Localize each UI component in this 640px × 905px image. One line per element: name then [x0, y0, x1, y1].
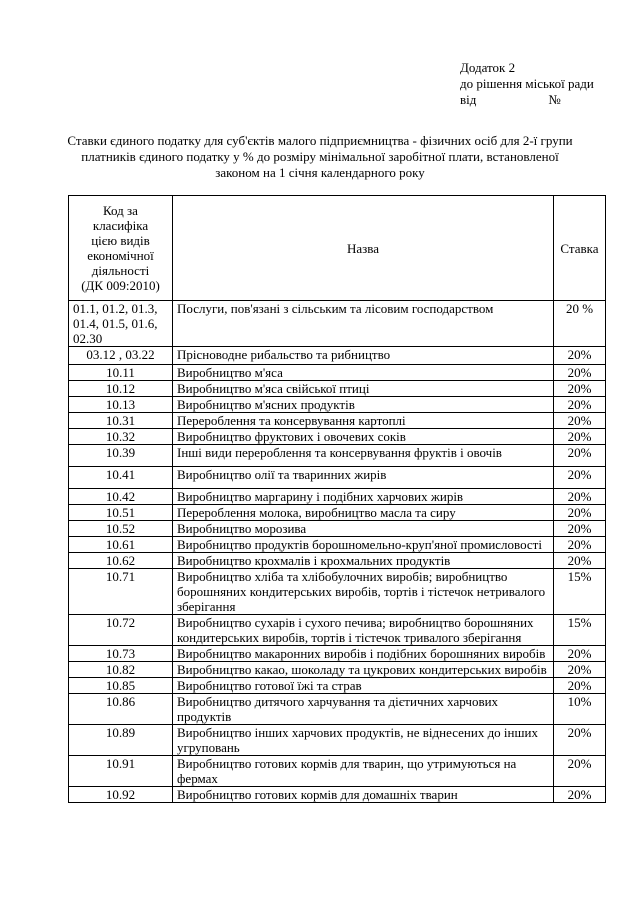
rate-cell: 20% — [554, 646, 606, 662]
rate-cell: 20% — [554, 787, 606, 803]
code-cell: 10.71 — [69, 569, 173, 615]
column-header-rate: Ставка — [554, 196, 606, 301]
name-cell: Послуги, пов'язані з сільським та лісовим господарством — [173, 301, 554, 347]
name-cell: Виробництво продуктів борошномельно-круп'яної промисловості — [173, 537, 554, 553]
column-header-name: Назва — [173, 196, 554, 301]
code-cell: 10.86 — [69, 694, 173, 725]
rate-cell: 20% — [554, 365, 606, 381]
code-cell: 10.41 — [69, 467, 173, 489]
table-header-row — [69, 196, 606, 301]
code-cell: 10.11 — [69, 365, 173, 381]
rate-cell: 15% — [554, 615, 606, 646]
name-cell: Виробництво маргарину і подібних харчових жирів — [173, 489, 554, 505]
name-cell: Перероблення та консервування картоплі — [173, 413, 554, 429]
rate-cell: 20% — [554, 553, 606, 569]
table-row — [69, 413, 606, 429]
table-row — [69, 569, 606, 615]
code-cell: 10.52 — [69, 521, 173, 537]
rate-cell: 20% — [554, 467, 606, 489]
code-cell: 10.39 — [69, 445, 173, 467]
tax-table-body — [69, 301, 606, 803]
name-cell: Виробництво дитячого харчування та дієтичних харчових продуктів — [173, 694, 554, 725]
name-cell: Виробництво фруктових і овочевих соків — [173, 429, 554, 445]
table-row — [69, 381, 606, 397]
code-cell: 01.1, 01.2, 01.3, 01.4, 01.5, 01.6, 02.30 — [69, 301, 173, 347]
rate-cell: 20% — [554, 413, 606, 429]
table-row — [69, 347, 606, 365]
name-cell: Виробництво готових кормів для домашніх тварин — [173, 787, 554, 803]
rate-cell: 20% — [554, 521, 606, 537]
name-cell: Виробництво м'ясних продуктів — [173, 397, 554, 413]
table-row — [69, 694, 606, 725]
rate-cell: 20% — [554, 725, 606, 756]
name-cell: Виробництво м'яса — [173, 365, 554, 381]
table-row — [69, 537, 606, 553]
table-row — [69, 445, 606, 467]
name-cell: Виробництво олії та тваринних жирів — [173, 467, 554, 489]
name-cell: Виробництво інших харчових продуктів, не віднесених до інших угруповань — [173, 725, 554, 756]
tax-rates-table — [68, 195, 606, 803]
name-cell: Перероблення молока, виробництво масла та сиру — [173, 505, 554, 521]
code-cell: 10.42 — [69, 489, 173, 505]
appendix-block — [460, 60, 594, 108]
code-cell: 10.62 — [69, 553, 173, 569]
appendix-line-1: Додаток 2 — [460, 60, 516, 75]
appendix-line-2: до рішення міської ради — [460, 76, 594, 91]
column-header-code — [69, 196, 173, 301]
table-row — [69, 301, 606, 347]
name-cell: Виробництво сухарів і сухого печива; виробництво борошняних кондитерських виробів, тортів і тістечок тривалого зберігання — [173, 615, 554, 646]
document-title: Ставки єдиного податку для суб'єктів малого підприємництва - фізичних осіб для 2-ї групи платників єдиного податку у % до розміру мінімальної заробітної плати, встановленої законом на 1 січня календарного року — [67, 133, 573, 180]
table-row — [69, 505, 606, 521]
rate-cell: 20% — [554, 537, 606, 553]
code-cell: 10.89 — [69, 725, 173, 756]
code-cell: 10.31 — [69, 413, 173, 429]
table-row — [69, 787, 606, 803]
table-row — [69, 615, 606, 646]
rate-cell: 20% — [554, 662, 606, 678]
name-cell: Прісноводне рибальство та рибництво — [173, 347, 554, 365]
code-cell: 10.91 — [69, 756, 173, 787]
table-row — [69, 429, 606, 445]
code-cell: 10.12 — [69, 381, 173, 397]
from-label: від — [460, 92, 477, 107]
rate-cell: 20% — [554, 756, 606, 787]
code-cell: 10.85 — [69, 678, 173, 694]
name-cell: Інші види перероблення та консервування фруктів і овочів — [173, 445, 554, 467]
rate-cell: 20% — [554, 381, 606, 397]
code-cell: 10.61 — [69, 537, 173, 553]
table-row — [69, 678, 606, 694]
code-cell: 10.13 — [69, 397, 173, 413]
code-cell: 10.32 — [69, 429, 173, 445]
rate-cell: 20% — [554, 445, 606, 467]
name-cell: Виробництво какао, шоколаду та цукрових кондитерських виробів — [173, 662, 554, 678]
name-cell: Виробництво макаронних виробів і подібних борошняних виробів — [173, 646, 554, 662]
table-row — [69, 521, 606, 537]
table-row — [69, 725, 606, 756]
name-cell: Виробництво готових кормів для тварин, що утримуються на фермах — [173, 756, 554, 787]
rate-cell: 10% — [554, 694, 606, 725]
table-row — [69, 467, 606, 489]
name-cell: Виробництво крохмалів і крохмальних продуктів — [173, 553, 554, 569]
appendix-number-line — [460, 92, 594, 108]
table-row — [69, 646, 606, 662]
rate-cell: 15% — [554, 569, 606, 615]
code-cell: 10.92 — [69, 787, 173, 803]
table-row — [69, 365, 606, 381]
rate-cell: 20% — [554, 678, 606, 694]
name-cell: Виробництво хліба та хлібобулочних виробів; виробництво борошняних кондитерських виробів, тортів і тістечок нетривалого зберігання — [173, 569, 554, 615]
rate-cell: 20% — [554, 429, 606, 445]
code-cell: 10.72 — [69, 615, 173, 646]
rate-cell: 20% — [554, 505, 606, 521]
code-cell: 10.51 — [69, 505, 173, 521]
table-row — [69, 397, 606, 413]
table-row — [69, 553, 606, 569]
table-row — [69, 489, 606, 505]
name-cell: Виробництво м'яса свійської птиці — [173, 381, 554, 397]
code-cell: 03.12 , 03.22 — [69, 347, 173, 365]
code-cell: 10.73 — [69, 646, 173, 662]
number-sign: № — [548, 92, 561, 107]
name-cell: Виробництво готової їжі та страв — [173, 678, 554, 694]
rate-cell: 20% — [554, 489, 606, 505]
rate-cell: 20% — [554, 347, 606, 365]
table-row — [69, 662, 606, 678]
rate-cell: 20 % — [554, 301, 606, 347]
code-cell: 10.82 — [69, 662, 173, 678]
name-cell: Виробництво морозива — [173, 521, 554, 537]
rate-cell: 20% — [554, 397, 606, 413]
column-header-code-text: Код за класифіка цією видів економічної діяльності (ДК 009:2010) — [81, 203, 160, 293]
table-row — [69, 756, 606, 787]
